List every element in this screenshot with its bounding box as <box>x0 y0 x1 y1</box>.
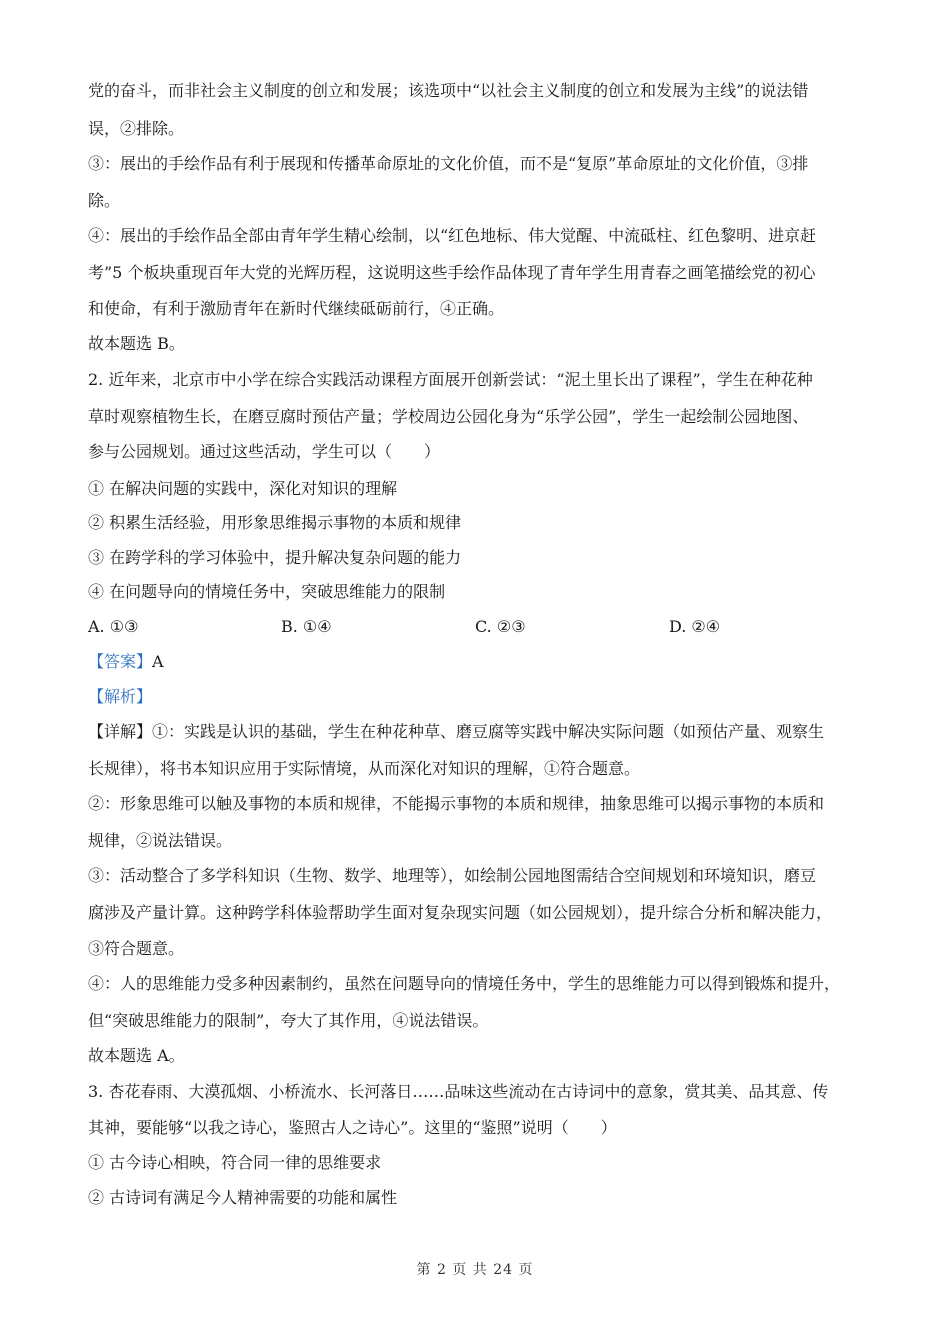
analysis-tag: 【解析】 <box>88 687 153 706</box>
option-a: A. ①③ <box>88 617 139 636</box>
explanation-line: 腐涉及产量计算。这种跨学科体验帮助学生面对复杂现实问题（如公园规划），提升综合分析和解决能力， <box>88 903 833 922</box>
text-line: 考”5 个板块重现百年大党的光辉历程，这说明这些手绘作品体现了青年学生用青春之画笔描绘党的初心 <box>88 263 816 282</box>
option-c: C. ②③ <box>475 617 526 636</box>
answer-tag: 【答案】 <box>88 652 153 671</box>
text-line: 故本题选 B。 <box>88 334 185 353</box>
statement-item: ① 古今诗心相映，符合同一律的思维要求 <box>88 1153 382 1172</box>
explanation-line: 但“突破思维能力的限制”，夸大了其作用，④说法错误。 <box>88 1011 489 1030</box>
explanation-line: 长规律），将书本知识应用于实际情境，从而深化对知识的理解，①符合题意。 <box>88 759 641 778</box>
statement-item: ② 积累生活经验，用形象思维揭示事物的本质和规律 <box>88 513 462 532</box>
explanation-line: 规律，②说法错误。 <box>88 831 233 850</box>
explanation-line: ③符合题意。 <box>88 939 185 958</box>
statement-item: ④ 在问题导向的情境任务中，突破思维能力的限制 <box>88 582 446 601</box>
option-d: D. ②④ <box>669 617 721 636</box>
option-b: B. ①④ <box>281 617 332 636</box>
text-line: 和使命，有利于激励青年在新时代继续砥砺前行，④正确。 <box>88 299 505 318</box>
explanation-line: 故本题选 A。 <box>88 1046 185 1065</box>
text-line: ③：展出的手绘作品有利于展现和传播革命原址的文化价值，而不是“复原”革命原址的文化价值，③排 <box>88 154 809 173</box>
text-line: 参与公园规划。通过这些活动，学生可以（ ） <box>88 442 441 461</box>
statement-item: ③ 在跨学科的学习体验中，提升解决复杂问题的能力 <box>88 548 462 567</box>
explanation-line: 【详解】①：实践是认识的基础，学生在种花种草、磨豆腐等实践中解决实际问题（如预估产量、观察生 <box>88 722 825 741</box>
explanation-line: ③：活动整合了多学科知识（生物、数学、地理等），如绘制公园地图需结合空间规划和环境知识，磨豆 <box>88 866 817 885</box>
explanation-line: ④：人的思维能力受多种因素制约，虽然在问题导向的情境任务中，学生的思维能力可以得到锻炼和提升， <box>88 974 841 993</box>
text-line: 草时观察植物生长，在磨豆腐时预估产量；学校周边公园化身为“乐学公园”，学生一起绘制公园地图、 <box>88 407 809 426</box>
answer-value: A <box>152 652 164 671</box>
text-line: 误，②排除。 <box>88 119 185 138</box>
explanation-line: ②：形象思维可以触及事物的本质和规律，不能揭示事物的本质和规律，抽象思维可以揭示事物的本质和 <box>88 794 825 813</box>
text-line: ④：展出的手绘作品全部由青年学生精心绘制，以“红色地标、伟大觉醒、中流砥柱、红色黎明、进京赶 <box>88 226 817 245</box>
text-line: 除。 <box>88 191 121 210</box>
page-footer: 第 2 页 共 24 页 <box>416 1262 534 1278</box>
question-3-text: 3. 杏花春雨、大漠孤烟、小桥流水、长河落日……品味这些流动在古诗词中的意象，赏其美、品其意、传 <box>88 1082 829 1101</box>
analysis-line <box>88 685 152 709</box>
answer-line <box>88 650 164 674</box>
question-2-text: 2. 近年来，北京市中小学在综合实践活动课程方面展开创新尝试：“泥土里长出了课程”，学生在种花种 <box>88 370 813 389</box>
statement-item: ② 古诗词有满足今人精神需要的功能和属性 <box>88 1188 398 1207</box>
text-line: 党的奋斗，而非社会主义制度的创立和发展；该选项中“以社会主义制度的创立和发展为主线”的说法错 <box>88 81 809 100</box>
text-line: 其神，要能够“以我之诗心，鉴照古人之诗心”。这里的“鉴照”说明（ ） <box>88 1118 617 1137</box>
statement-item: ① 在解决问题的实践中，深化对知识的理解 <box>88 479 398 498</box>
